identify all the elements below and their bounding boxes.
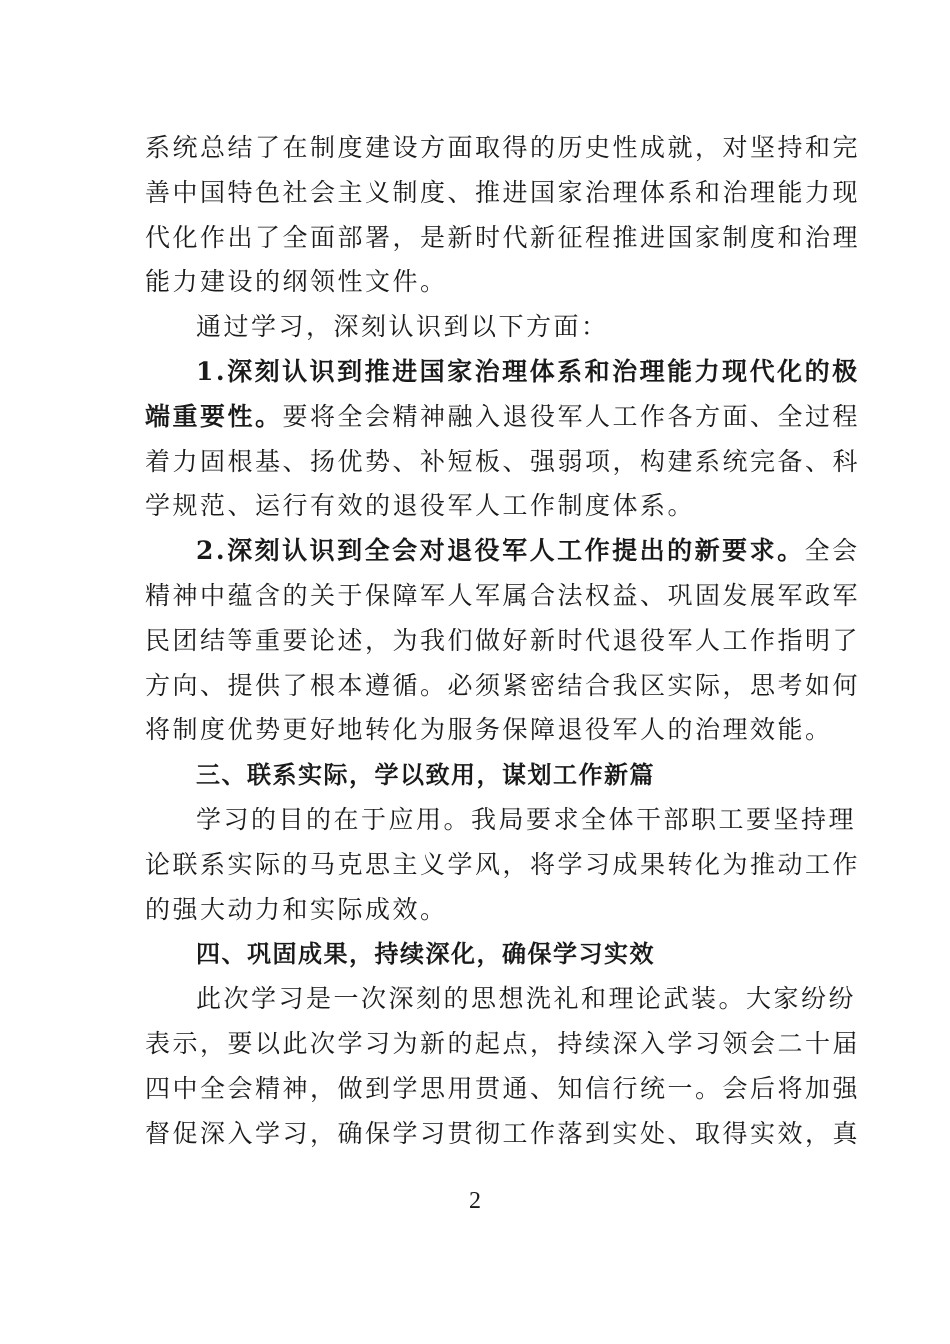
text-line: 学规范、运行有效的退役军人工作制度体系。 (145, 491, 696, 521)
text-line: 代化作出了全面部署，是新时代新征程推进国家制度和治理 (145, 222, 861, 252)
text-line: 四中全会精神，做到学思用贯通、知信行统一。会后将加强 (145, 1073, 861, 1103)
text-line: 论联系实际的马克思主义学风，将学习成果转化为推动工作 (145, 849, 861, 879)
text-line (145, 529, 860, 574)
text-line: 督促深入学习，确保学习贯彻工作落到实处、取得实效，真 (145, 1118, 861, 1148)
point-1-body: 要将全会精神融入退役军人工作各方面、全过程 (282, 401, 861, 431)
point-1-heading: 1.深刻认识到推进国家治理体系和治理能力现代化的极 (196, 356, 860, 386)
text-line: 精神中蕴含的关于保障军人军属合法权益、巩固发展军政军 (145, 580, 861, 610)
page-number: 2 (469, 1188, 481, 1214)
text-line: 此次学习是一次深刻的思想洗礼和理论武装。大家纷纷 (196, 984, 857, 1014)
text-line: 学习的目的在于应用。我局要求全体干部职工要坚持理 (196, 804, 857, 834)
section-4-heading: 四、巩固成果，持续深化，确保学习实效 (196, 940, 655, 969)
text-line: 系统总结了在制度建设方面取得的历史性成就，对坚持和完 (145, 133, 861, 162)
text-line: 的强大动力和实际成效。 (145, 894, 448, 924)
point-1-heading-end: 端重要性。 (145, 401, 283, 431)
section-3-heading: 三、联系实际，学以致用，谋划工作新篇 (196, 761, 655, 790)
text-line: 通过学习，深刻认识到以下方面： (196, 312, 609, 342)
body-text (145, 126, 861, 1156)
text-line: 能力建设的纲领性文件。 (145, 267, 448, 297)
text-line: 表示，要以此次学习为新的起点，持续深入学习领会二十届 (145, 1028, 861, 1058)
text-line: 着力固根基、扬优势、补短板、强弱项，构建系统完备、科 (145, 446, 861, 476)
text-line: 将制度优势更好地转化为服务保障退役军人的治理效能。 (145, 715, 833, 745)
text-line: 善中国特色社会主义制度、推进国家治理体系和治理能力现 (145, 177, 861, 207)
point-2-heading: 2.深刻认识到全会对退役军人工作提出的新要求。 (196, 536, 805, 566)
point-2-body: 全会 (804, 536, 860, 566)
text-line (145, 395, 861, 440)
text-line: 民团结等重要论述，为我们做好新时代退役军人工作指明了 (145, 625, 861, 655)
text-line: 方向、提供了根本遵循。必须紧密结合我区实际，思考如何 (145, 670, 861, 700)
